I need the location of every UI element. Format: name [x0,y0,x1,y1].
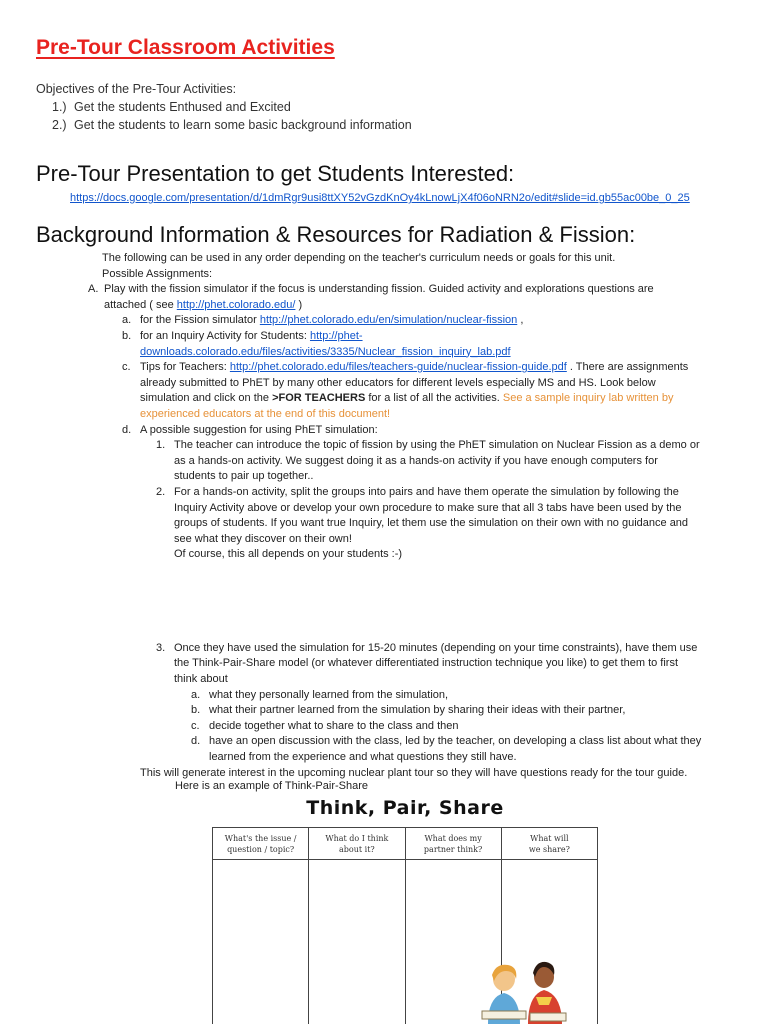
tps-column-header [501,828,597,860]
step-text: the Think-Pair-Share model (or whatever differentiated instruction technique you like) to get them to first [174,657,679,670]
step-2 [70,485,740,563]
step-text: The teacher can introduce the topic of fission by using the PhET simulation on Nuclear Fission as a demo or [174,439,700,452]
header-line: What does my [424,833,482,843]
for-teachers-label: >FOR TEACHERS [272,392,366,405]
header-line: What will [530,833,569,843]
list-text: ) [295,298,303,311]
sub-item-d [70,423,740,439]
objective-number: 1.) [52,100,67,114]
list-text: what their partner learned from the simulation by sharing their ideas with their partner, [209,704,626,717]
step-3 [70,641,740,688]
inquiry-activity-link[interactable]: http://phet- [309,329,363,342]
background-body [70,251,740,781]
list-marker: d. [122,423,132,436]
step-3-sub-b [70,703,740,719]
header-line: partner think? [423,844,483,854]
step-text: students to pair up together.. [174,470,314,483]
list-marker: A. [88,283,99,296]
step-3-sub-c [70,719,740,735]
header-line: we share? [528,844,570,854]
presentation-link[interactable]: https://docs.google.com/presentation/d/1dmRgr9usi8ttXY52vGzdKnOy4kLnowLjX4f06oNRN2o/edit#slide=id.gb55ac00be_0_25 [70,192,690,204]
list-marker: d. [191,735,201,748]
list-text: simulation and click on the [140,392,273,405]
list-text: have an open discussion with the class, led by the teacher, on developing a class list about what they [209,735,702,748]
list-marker: c. [122,361,131,374]
objective-number: 2.) [52,118,67,132]
list-text: for the Fission simulator [140,314,260,327]
think-pair-share-worksheet [212,797,598,1024]
list-text: Tips for Teachers: [140,361,230,374]
objective-text: Get the students Enthused and Excited [74,100,291,114]
step-text: as a hands-on activity. We suggest doing it as a hands-on activity if you have enough computers for [174,454,658,467]
tps-column-header [213,828,309,860]
step-text: Once they have used the simulation for 15-20 minutes (depending on your time constraints), have them use [174,641,698,654]
step-3-sub-a [70,688,740,704]
tps-column-header [405,828,501,860]
closing-text: This will generate interest in the upcoming nuclear plant tour so they will have questions ready for the tour guide. [140,766,688,779]
intro-text: The following can be used in any order depending on the teacher's curriculum needs or goals for this unit. [102,252,616,264]
list-text: A possible suggestion for using PhET simulation: [140,423,378,436]
step-marker: 2. [156,485,166,498]
header-line: question / topic? [227,844,295,854]
sub-item-b [70,329,740,360]
step-marker: 1. [156,439,166,452]
background-heading: Background Information & Resources for Radiation & Fission: [36,222,636,247]
list-text: for a list of all the activities. [365,392,503,405]
list-text: decide together what to share to the class and then [209,719,459,732]
list-text: learned from the experience and what questions they still have. [209,751,517,764]
tps-cell [213,860,309,1024]
header-line: What's the issue / [224,833,297,843]
list-marker: b. [191,704,201,717]
page-title: Pre-Tour Classroom Activities [36,36,335,59]
fission-simulator-link[interactable]: http://phet.colorado.edu/en/simulation/nuclear-fission [259,314,518,327]
tps-title: Think, Pair, Share [306,797,504,819]
students-clipart-image [474,957,572,1024]
tps-cell [309,860,405,1024]
step-text: For a hands-on activity, split the groups into pairs and have them operate the simulation by following the [174,485,679,498]
objective-item [36,98,412,116]
inquiry-activity-link-cont[interactable]: downloads.colorado.edu/files/activities/3335/Nuclear_fission_inquiry_lab.pdf [140,345,511,358]
objective-text: Get the students to learn some basic background information [74,118,412,132]
list-marker: a. [122,314,132,327]
step-text: Inquiry Activity above or develop your own procedure to make sure that all 3 tabs have been used by the [174,501,682,514]
step-text: think about [174,673,228,686]
list-text: what they personally learned from the simulation, [209,688,449,701]
list-text: , [517,314,524,327]
step-1 [70,438,740,485]
step-marker: 3. [156,641,166,654]
step-text: see what they discover on their own! [174,532,352,545]
step-3-sub-d [70,734,740,765]
list-text: for an Inquiry Activity for Students: [140,329,310,342]
list-marker: c. [191,719,200,732]
teachers-guide-link[interactable]: http://phet.colorado.edu/files/teachers-guide/nuclear-fission-guide.pdf [229,361,567,374]
list-marker: b. [122,329,132,342]
sample-lab-note: See a sample inquiry lab written by [502,392,674,405]
tps-intro-text: Here is an example of Think-Pair-Share [175,780,368,792]
list-marker: a. [191,688,201,701]
list-text: Play with the fission simulator if the focus is understanding fission. Guided activity and explorations questions are [104,283,654,296]
tps-column-header [309,828,405,860]
list-text: already submitted to PhET by many other educators for different levels especially MS and HS. Look below [140,376,656,389]
list-item-a [70,282,740,313]
phet-home-link[interactable]: http://phet.colorado.edu/ [176,298,296,311]
spacer [70,563,740,641]
header-line: about it? [339,844,375,854]
sub-item-c [70,360,740,422]
objectives-heading: Objectives of the Pre-Tour Activities: [36,82,237,96]
step-text: Of course, this all depends on your students :-) [174,548,403,561]
step-text: groups of students. If you want true Inquiry, let them use the simulation on their own with no guidance and [174,517,689,530]
list-text: attached ( see [104,298,177,311]
objective-item [36,116,412,134]
objectives-section [36,80,412,134]
sub-item-a [70,313,740,329]
header-line: What do I think [325,833,389,843]
sample-lab-note-cont: experienced educators at the end of this document! [140,407,391,420]
possible-assignments-label: Possible Assignments: [102,267,213,280]
list-text: . There are assignments [566,361,689,374]
presentation-heading: Pre-Tour Presentation to get Students Interested: [36,161,515,186]
